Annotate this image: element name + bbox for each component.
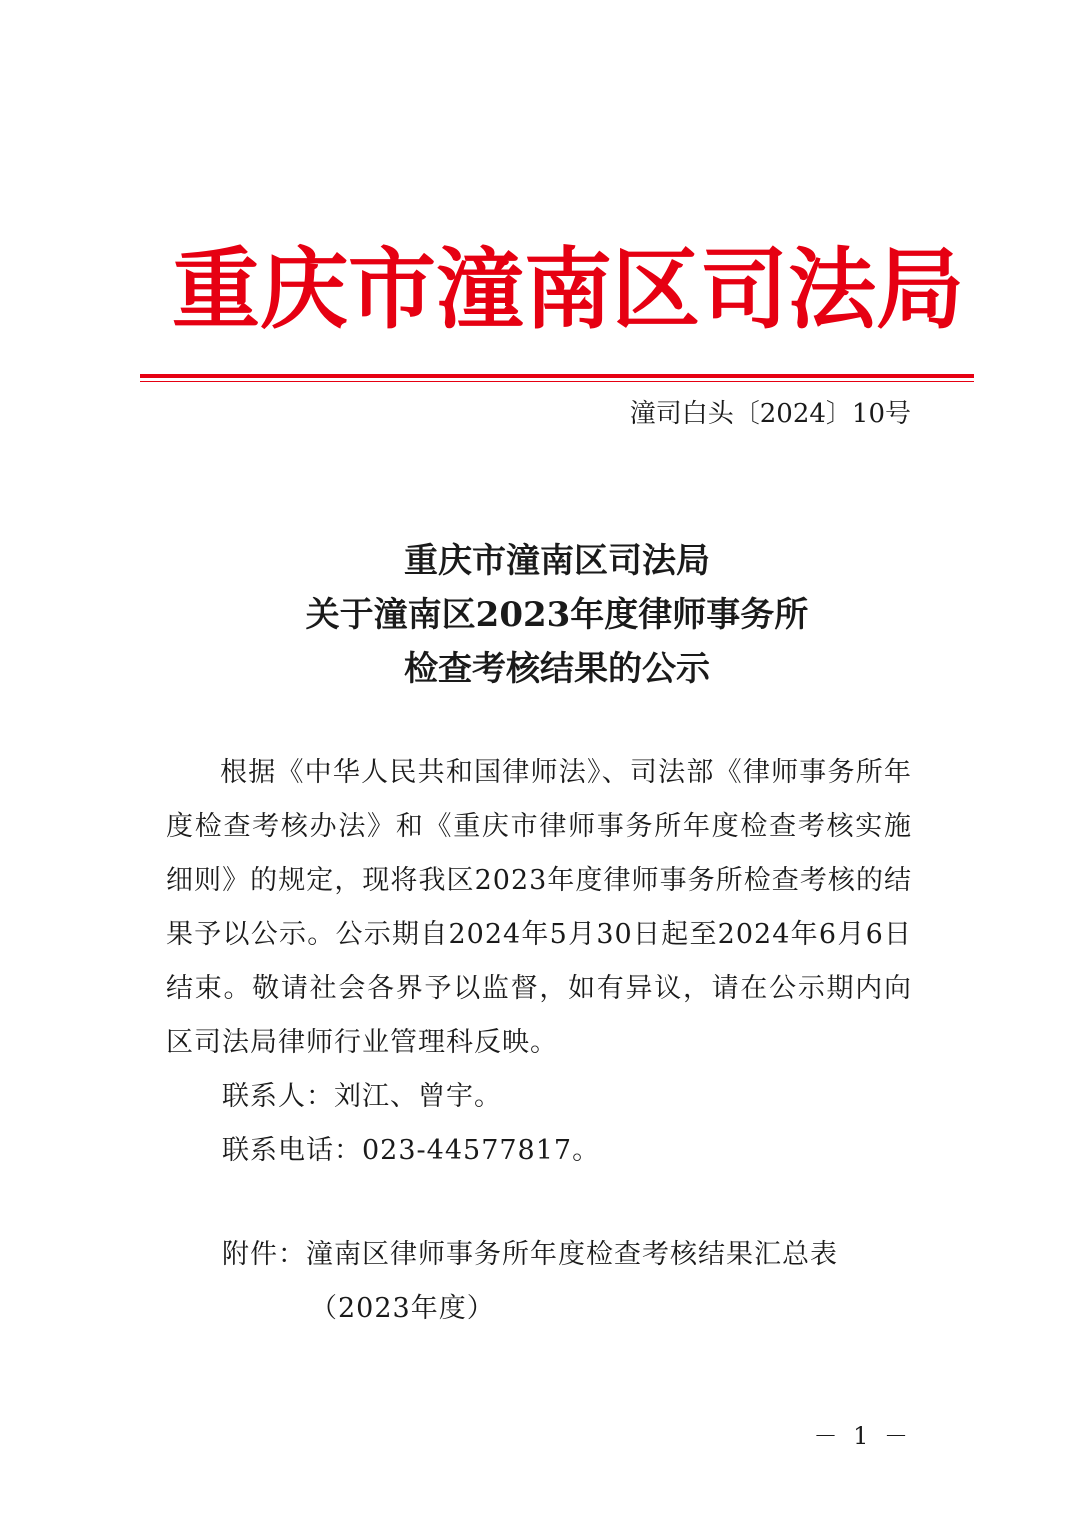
contact-person: 联系人：刘江、曾宇。 bbox=[222, 1081, 502, 1112]
masthead-agency-name: 重庆市潼南区司法局 bbox=[172, 238, 965, 341]
document-title bbox=[140, 534, 974, 696]
attachment-line-2: （2023年度） bbox=[310, 1293, 495, 1324]
masthead-red-rule-thick bbox=[140, 374, 974, 378]
title-line-3: 检查考核结果的公示 bbox=[404, 649, 710, 689]
masthead-red-rule-thin bbox=[140, 381, 974, 382]
body-paragraph: 根据《中华人民共和国律师法》、司法部《律师事务所年度检查考核办法》和《重庆市律师事务所年度检查考核实施细则》的规定，现将我区2023年度律师事务所检查考核的结果予以公示。公示期自2024年5月30日起至2024年6月6日结束。敬请社会各界予以监督，如有异议，请在公示期内向区司法局律师行业管理科反映。 bbox=[166, 757, 912, 1058]
attachment-line-1: 附件：潼南区律师事务所年度检查考核结果汇总表 bbox=[222, 1239, 838, 1270]
contact-phone: 联系电话：023-44577817。 bbox=[222, 1135, 601, 1166]
document-number: 潼司白头〔2024〕10号 bbox=[629, 399, 911, 429]
title-line-1: 重庆市潼南区司法局 bbox=[404, 541, 710, 581]
title-line-2: 关于潼南区2023年度律师事务所 bbox=[305, 595, 809, 635]
page-number: － 1 － bbox=[813, 1422, 912, 1450]
